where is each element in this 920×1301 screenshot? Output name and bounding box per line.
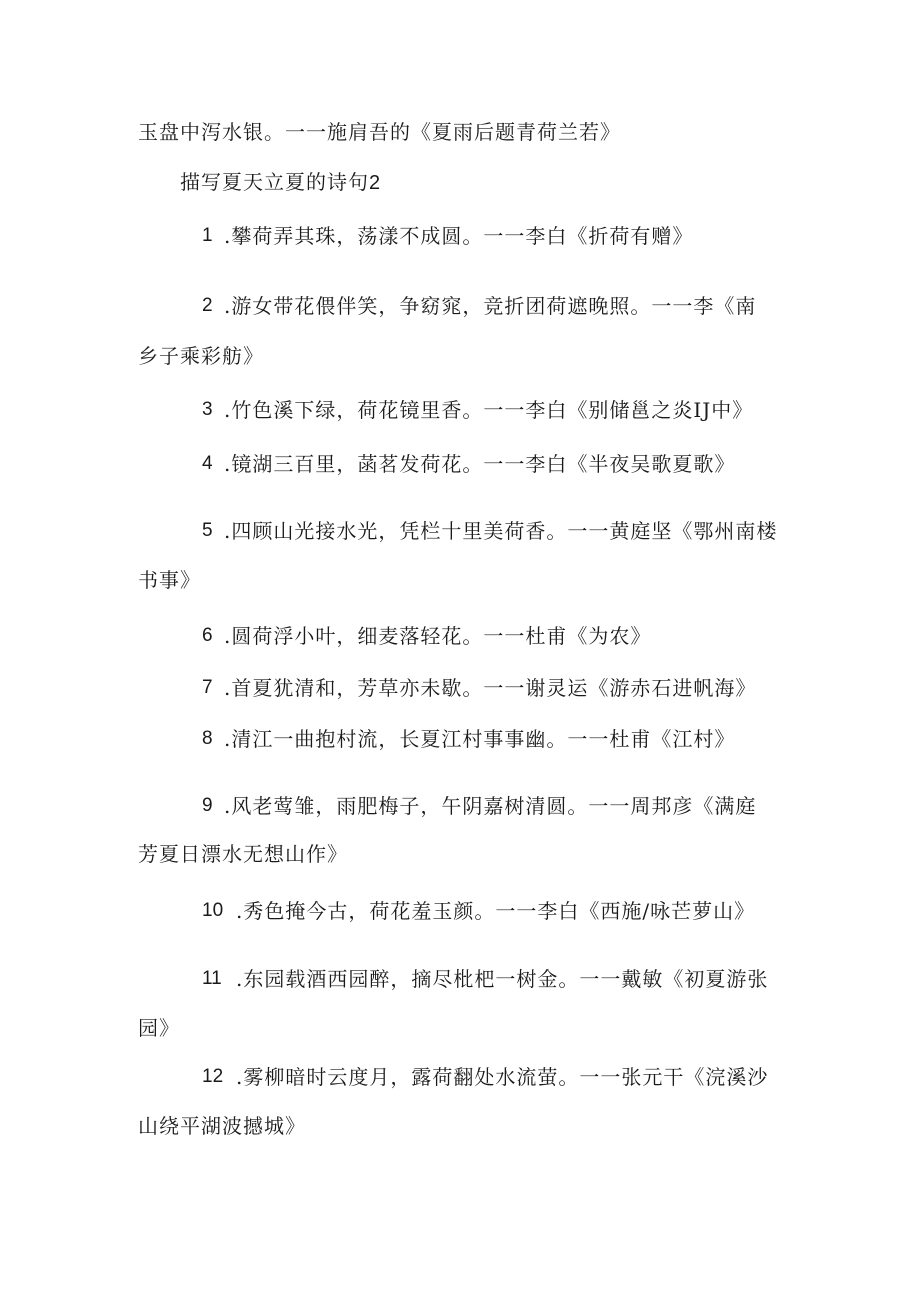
- poem-number: 3: [202, 399, 213, 420]
- poem-line: .清江一曲抱村流，长夏江村事事幽。一一杜甫《江村》: [224, 727, 736, 751]
- poem-line: .东园载酒西园醉，摘尽枇杷一树金。一一戴敏《初夏游张: [236, 967, 769, 991]
- poem-line-continued: 书事》: [138, 568, 201, 592]
- poem-number: 11: [202, 968, 222, 989]
- poem-number: 6: [202, 625, 213, 646]
- section-heading-text: 描写夏天立夏的诗句: [180, 170, 369, 194]
- poem-number: 9: [202, 795, 213, 816]
- poem-line-continued: 园》: [138, 1016, 180, 1040]
- poem-line: .四顾山光接水光，凭栏十里美荷香。一一黄庭坚《鄂州南楼: [224, 519, 778, 543]
- poem-line: .雾柳暗时云度月，露荷翻处水流萤。一一张元干《浣溪沙: [236, 1065, 769, 1089]
- poem-line: .攀荷弄其珠，荡漾不成圆。一一李白《折荷有赠》: [224, 224, 694, 248]
- poem-line: .镜湖三百里，菡茗发荷花。一一李白《半夜吴歌夏歌》: [224, 452, 736, 476]
- poem-line-continued: 山绕平湖波撼城》: [138, 1114, 306, 1138]
- poem-number: 8: [202, 728, 213, 749]
- poem-line: .游女带花偎伴笑，争窈窕，竞折团荷遮晚照。一一李《南: [224, 294, 757, 318]
- poem-line: .圆荷浮小叶，细麦落轻花。一一杜甫《为农》: [224, 624, 652, 648]
- poem-number: 7: [202, 677, 213, 698]
- poem-number: 2: [202, 295, 213, 316]
- section-heading-number: 2: [369, 172, 382, 194]
- poem-line: .秀色掩今古，荷花羞玉颜。一一李白《西施/咏芒萝山》: [236, 899, 756, 923]
- section-heading: [180, 168, 381, 197]
- poem-line: .风老莺雏，雨肥梅子，午阴嘉树清圆。一一周邦彦《满庭: [224, 794, 757, 818]
- poem-line-continued: 乡子乘彩舫》: [138, 344, 264, 368]
- intro-line: 玉盘中泻水银。一一施肩吾的《夏雨后题青荷兰若》: [138, 120, 621, 144]
- poem-number: 1: [202, 225, 213, 246]
- poem-line: .竹色溪下绿，荷花镜里香。一一李白《别储邕之炎IJ中》: [224, 398, 754, 422]
- poem-line-continued: 芳夏日漂水无想山作》: [138, 842, 348, 866]
- poem-number: 12: [202, 1066, 224, 1087]
- poem-number: 5: [202, 520, 213, 541]
- poem-line: .首夏犹清和，芳草亦未歇。一一谢灵运《游赤石进帆海》: [224, 676, 757, 700]
- poem-number: 10: [202, 900, 224, 921]
- poem-number: 4: [202, 453, 213, 474]
